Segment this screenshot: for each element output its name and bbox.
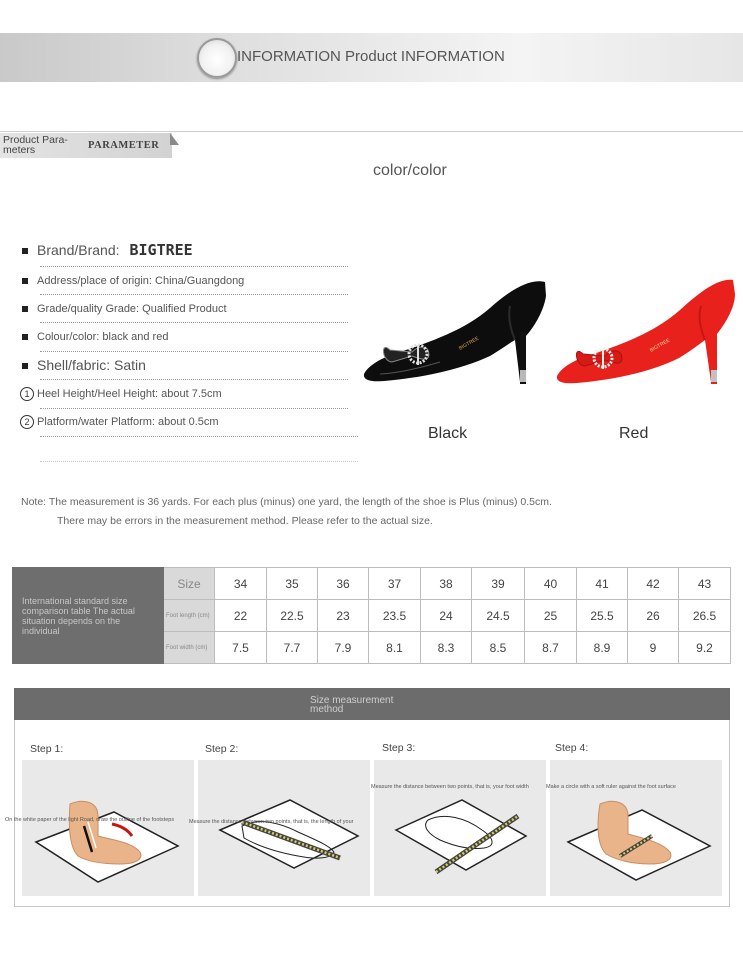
foot-width-cell: 7.7 [267, 632, 318, 664]
dotted-divider [40, 266, 348, 267]
step-1-panel [22, 760, 194, 896]
spec-origin [22, 275, 352, 287]
step-3-caption: Measure the distance between two points, that is, your foot width [371, 784, 529, 790]
foot-width-cell: 9.2 [679, 632, 731, 664]
step-2-panel [198, 760, 370, 896]
brand-value: BIGTREE [129, 241, 193, 259]
foot-length-cell: 22.5 [267, 600, 318, 632]
ruler-width-drawing-icon [374, 760, 546, 896]
size-cell: 41 [577, 568, 628, 600]
red-shoe-image [555, 270, 740, 410]
spec-heel [20, 387, 350, 401]
number-2-icon: 2 [20, 415, 34, 429]
colour-text: Colour/color: black and red [37, 331, 169, 343]
foot-width-cell: 9 [628, 632, 679, 664]
row-label-foot-length: Foot length (cm) [164, 600, 215, 632]
brand-label: Brand/Brand: [37, 242, 120, 258]
parameter-tab-label: Product Para-meters [3, 134, 68, 156]
ruler-length-drawing-icon [198, 760, 370, 896]
divider [0, 131, 743, 132]
size-cell: 42 [628, 568, 679, 600]
size-comparison-table [12, 567, 731, 664]
bullet-icon [22, 306, 28, 312]
size-cell: 38 [421, 568, 472, 600]
parameter-tab-title: PARAMETER [88, 140, 160, 151]
color-heading: color/color [373, 162, 447, 179]
step-1-caption: On the white paper of the light Road, draw the outline of the footsteps [5, 817, 175, 823]
foot-length-cell: 22 [215, 600, 267, 632]
step-2-label: Step 2: [205, 743, 239, 755]
bullet-icon [22, 278, 28, 284]
foot-length-cell: 24 [421, 600, 472, 632]
size-cell: 36 [318, 568, 369, 600]
spec-colour [22, 331, 352, 343]
note-line-2: There may be errors in the measurement method. Please refer to the actual size. [57, 515, 433, 527]
foot-width-cell: 7.9 [318, 632, 369, 664]
note-line-1: Note: The measurement is 36 yards. For each plus (minus) one yard, the length of the shoe is Plus (minus) 0.5cm. [21, 496, 552, 508]
dotted-divider [40, 351, 348, 352]
dotted-divider [40, 379, 348, 380]
dotted-divider [40, 408, 348, 409]
shoe-label-red: Red [619, 425, 649, 442]
spec-brand [22, 241, 352, 259]
foot-outline-drawing-icon [22, 760, 194, 896]
step-4-caption: Make a circle with a soft ruler against the foot surface [546, 784, 676, 790]
dotted-divider [40, 322, 348, 323]
dotted-divider [40, 461, 358, 462]
tab-corner-icon [170, 133, 179, 145]
fabric-text: Shell/fabric: Satin [37, 357, 146, 373]
foot-circumference-drawing-icon [550, 760, 722, 896]
number-1-icon: 1 [20, 387, 34, 401]
foot-width-cell: 8.3 [421, 632, 472, 664]
foot-width-cell: 8.5 [472, 632, 525, 664]
foot-length-cell: 26.5 [679, 600, 731, 632]
step-3-label: Step 3: [382, 742, 416, 754]
foot-width-cell: 8.9 [577, 632, 628, 664]
size-cell: 43 [679, 568, 731, 600]
step-4-panel [550, 760, 722, 896]
circle-ornament-icon [197, 38, 237, 78]
step-4-label: Step 4: [555, 742, 589, 754]
size-cell: 35 [267, 568, 318, 600]
bullet-icon [22, 248, 28, 254]
foot-length-cell: 25.5 [577, 600, 628, 632]
size-cell: 40 [525, 568, 577, 600]
measurement-title: Size measurement method [310, 695, 394, 715]
svg-text:BIGTREE: BIGTREE [458, 335, 481, 352]
black-shoe-image [360, 270, 550, 410]
spec-grade [22, 303, 352, 315]
banner-title: INFORMATION Product INFORMATION [237, 48, 505, 65]
foot-width-cell: 8.7 [525, 632, 577, 664]
size-cell: 39 [472, 568, 525, 600]
shoe-label-black: Black [428, 425, 468, 442]
foot-length-cell: 23 [318, 600, 369, 632]
foot-length-cell: 25 [525, 600, 577, 632]
row-label-foot-width: Foot width (cm) [164, 632, 215, 664]
heel-text: Heel Height/Heel Height: about 7.5cm [37, 387, 222, 400]
spec-platform [20, 415, 350, 429]
foot-length-cell: 26 [628, 600, 679, 632]
foot-width-cell: 7.5 [215, 632, 267, 664]
origin-text: Address/place of origin: China/Guangdong [37, 275, 245, 287]
bullet-icon [22, 334, 28, 340]
spec-fabric [22, 357, 352, 373]
dotted-divider [40, 436, 358, 437]
bullet-icon [22, 363, 28, 369]
row-label-size: Size [164, 568, 215, 600]
foot-width-cell: 8.1 [369, 632, 421, 664]
foot-length-cell: 24.5 [472, 600, 525, 632]
step-2-caption: Measure the distance between two points, that is, the length of your [189, 819, 354, 825]
dotted-divider [40, 294, 348, 295]
size-cell: 34 [215, 568, 267, 600]
svg-text:BIGTREE: BIGTREE [649, 337, 672, 354]
foot-length-cell: 23.5 [369, 600, 421, 632]
step-3-panel [374, 760, 546, 896]
size-table-header: International standard size comparison table The actual situation depends on the individual [13, 568, 164, 664]
grade-text: Grade/quality Grade: Qualified Product [37, 303, 227, 315]
platform-text: Platform/water Platform: about 0.5cm [37, 415, 219, 428]
size-cell: 37 [369, 568, 421, 600]
step-1-label: Step 1: [30, 743, 64, 755]
